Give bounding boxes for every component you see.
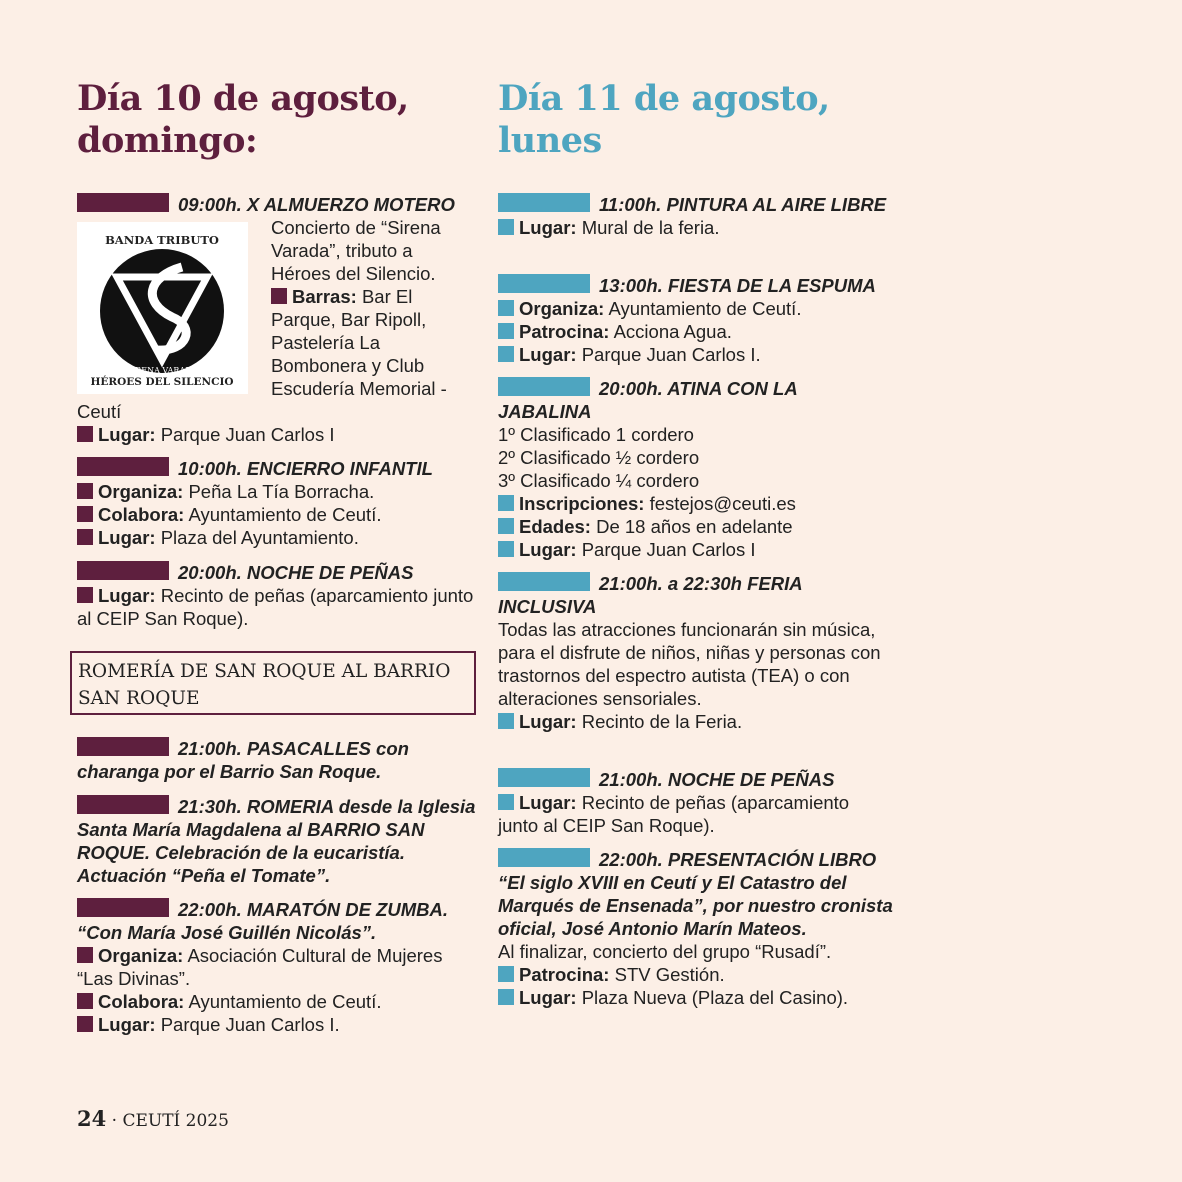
event-bar (77, 898, 169, 917)
event-block (498, 768, 893, 837)
footer-text: · CEUTÍ 2025 (111, 1111, 229, 1131)
event-block (77, 561, 477, 630)
event-block (77, 457, 477, 549)
detail-label: Organiza: (98, 481, 184, 502)
sirena-varada-logo (77, 222, 248, 394)
event-title: 21:00h. PASACALLES con charanga por el Barrio San Roque. (77, 738, 409, 782)
event-block (498, 377, 893, 561)
event-block (77, 193, 477, 446)
event-block (77, 737, 477, 783)
event-detail (77, 526, 477, 549)
event-title: 09:00h. X ALMUERZO MOTERO (178, 194, 455, 215)
event-title: 20:00h. ATINA CON LA JABALINA (498, 378, 798, 422)
event-block (77, 795, 477, 887)
event-detail (498, 216, 893, 239)
event-title-line (77, 457, 477, 480)
event-bar (77, 457, 169, 476)
detail-value: De 18 años en adelante (596, 516, 793, 537)
event-title-line (77, 795, 477, 887)
bullet-square (498, 300, 514, 316)
detail-label: Lugar: (98, 1014, 156, 1035)
event-text-line: 1º Clasificado 1 cordero (498, 424, 694, 445)
footer (77, 1106, 229, 1131)
event-title: 21:00h. NOCHE DE PEÑAS (599, 769, 835, 790)
event-title-line (498, 274, 893, 297)
event-text-line: Al finalizar, concierto del grupo “Rusadí”. (498, 941, 832, 962)
event-bar (498, 377, 590, 396)
romeria-box: ROMERÍA DE SAN ROQUE AL BARRIO SAN ROQUE (70, 651, 476, 715)
detail-label: Lugar: (519, 539, 577, 560)
detail-value: Bar El Parque, Bar Ripoll, Pastelería La Bombonera y Club Escudería Memorial - Ceutí (77, 286, 447, 422)
event-title: 21:00h. a 22:30h FERIA INCLUSIVA (498, 573, 802, 617)
event-title: 22:00h. PRESENTACIÓN LIBRO “El siglo XVIII en Ceutí y El Catastro del Marqués de Ensenada”, por nuestro cronista oficial, José Antonio Marín Mateos. (498, 849, 893, 939)
event-bar (77, 795, 169, 814)
event-detail (77, 503, 477, 526)
bullet-square (77, 529, 93, 545)
detail-value: Parque Juan Carlos I (160, 424, 335, 445)
event-bar (498, 193, 590, 212)
detail-value: Mural de la feria. (581, 217, 720, 238)
detail-value: Plaza Nueva (Plaza del Casino). (581, 987, 849, 1008)
bullet-square (498, 541, 514, 557)
bullet-square (77, 587, 93, 603)
event-detail (498, 791, 893, 837)
event-detail (498, 297, 893, 320)
event-title-line (498, 848, 893, 940)
detail-label: Organiza: (98, 945, 184, 966)
event-detail (77, 1013, 477, 1036)
bullet-square (77, 1016, 93, 1032)
event-bar (498, 274, 590, 293)
detail-label: Lugar: (98, 527, 156, 548)
event-title: 20:00h. NOCHE DE PEÑAS (178, 562, 414, 583)
detail-value: Ayuntamiento de Ceutí. (608, 298, 802, 319)
event-block (77, 898, 477, 1036)
event-title-line (77, 561, 477, 584)
event-title: 21:30h. ROMERIA desde la Iglesia Santa María Magdalena al BARRIO SAN ROQUE. Celebración de la eucaristía. Actuación “Peña el Tomate”. (77, 796, 476, 886)
event-title-line (498, 377, 893, 423)
event-detail (77, 584, 477, 630)
detail-value: festejos@ceuti.es (649, 493, 796, 514)
bullet-square (498, 989, 514, 1005)
event-detail (77, 990, 477, 1013)
bullet-square (498, 323, 514, 339)
bullet-square (77, 993, 93, 1009)
detail-value: Recinto de la Feria. (581, 711, 743, 732)
event-bar (77, 193, 169, 212)
detail-value: Ayuntamiento de Ceutí. (188, 991, 382, 1012)
detail-label: Barras: (292, 286, 357, 307)
event-title-line (77, 193, 477, 216)
event-title-line (77, 737, 477, 783)
detail-value: Acciona Agua. (613, 321, 732, 342)
detail-value: Peña La Tía Borracha. (188, 481, 375, 502)
bullet-square (498, 219, 514, 235)
event-bar (77, 737, 169, 756)
event-detail (498, 986, 893, 1009)
event-text-line: 2º Clasificado ½ cordero (498, 447, 700, 468)
event-detail (498, 492, 893, 515)
detail-label: Lugar: (98, 424, 156, 445)
detail-label: Lugar: (519, 792, 577, 813)
event-block (498, 193, 893, 239)
detail-label: Organiza: (519, 298, 605, 319)
detail-value: STV Gestión. (614, 964, 725, 985)
bullet-square (498, 518, 514, 534)
bullet-square (77, 947, 93, 963)
event-block (498, 274, 893, 366)
detail-value: Recinto de peñas (aparcamiento junto al CEIP San Roque). (498, 792, 850, 836)
event-title-line (498, 768, 893, 791)
event-bar (498, 768, 590, 787)
event-detail (498, 710, 893, 733)
event-block (498, 572, 893, 733)
page-number: 24 (77, 1106, 107, 1131)
bullet-square (77, 506, 93, 522)
event-detail (498, 515, 893, 538)
bullet-square (498, 346, 514, 362)
bullet-square (77, 483, 93, 499)
event-detail (77, 423, 477, 446)
bullet-square (498, 495, 514, 511)
detail-value: Asociación Cultural de Mujeres “Las Divinas”. (77, 945, 443, 989)
event-block (498, 848, 893, 1009)
detail-value: Plaza del Ayuntamiento. (160, 527, 359, 548)
detail-value: Parque Juan Carlos I. (160, 1014, 340, 1035)
detail-label: Lugar: (98, 585, 156, 606)
detail-label: Lugar: (519, 987, 577, 1008)
detail-label: Lugar: (519, 711, 577, 732)
event-text-line: 3º Clasificado ¼ cordero (498, 470, 700, 491)
event-title: 13:00h. FIESTA DE LA ESPUMA (599, 275, 876, 296)
event-bar (498, 572, 590, 591)
event-detail (498, 963, 893, 986)
detail-label: Patrocina: (519, 321, 610, 342)
event-title-line (498, 572, 893, 618)
event-title-line (498, 193, 893, 216)
day-11-heading: Día 11 de agosto, lunes (498, 78, 830, 161)
event-detail (498, 320, 893, 343)
detail-label: Lugar: (519, 217, 577, 238)
bullet-square (498, 713, 514, 729)
event-title: 10:00h. ENCIERRO INFANTIL (178, 458, 433, 479)
detail-value: Parque Juan Carlos I. (581, 344, 761, 365)
detail-label: Inscripciones: (519, 493, 645, 514)
day-10-heading: Día 10 de agosto, domingo: (77, 78, 409, 161)
detail-label: Edades: (519, 516, 591, 537)
detail-label: Patrocina: (519, 964, 610, 985)
event-detail (498, 538, 893, 561)
event-title-line (77, 898, 477, 944)
event-title: 22:00h. MARATÓN DE ZUMBA. “Con María José Guillén Nicolás”. (77, 899, 448, 943)
svg-text:SIRENA VARADA: SIRENA VARADA (126, 366, 198, 375)
detail-value: Recinto de peñas (aparcamiento junto al CEIP San Roque). (77, 585, 474, 629)
event-title: 11:00h. PINTURA AL AIRE LIBRE (599, 194, 887, 215)
detail-label: Colabora: (98, 504, 185, 525)
event-text-line: Todas las atracciones funcionarán sin música, para el disfrute de niños, niñas y personas con trastornos del espectro autista (TEA) o con alteraciones sensoriales. (498, 619, 881, 709)
event-detail (498, 343, 893, 366)
event-bar (77, 561, 169, 580)
event-detail (77, 944, 477, 990)
bullet-square (77, 426, 93, 442)
detail-value: Ayuntamiento de Ceutí. (188, 504, 382, 525)
event-description: Concierto de “Sirena Varada”, tributo a Héroes del Silencio. (271, 217, 441, 284)
detail-label: Colabora: (98, 991, 185, 1012)
bullet-square (498, 966, 514, 982)
bullet-square (498, 794, 514, 810)
event-detail (77, 480, 477, 503)
bullet-square (271, 288, 287, 304)
event-bar (498, 848, 590, 867)
detail-value: Parque Juan Carlos I (581, 539, 756, 560)
detail-label: Lugar: (519, 344, 577, 365)
svg-text:HÉROES DEL SILENCIO: HÉROES DEL SILENCIO (90, 376, 234, 388)
svg-text:BANDA TRIBUTO: BANDA TRIBUTO (105, 233, 219, 247)
